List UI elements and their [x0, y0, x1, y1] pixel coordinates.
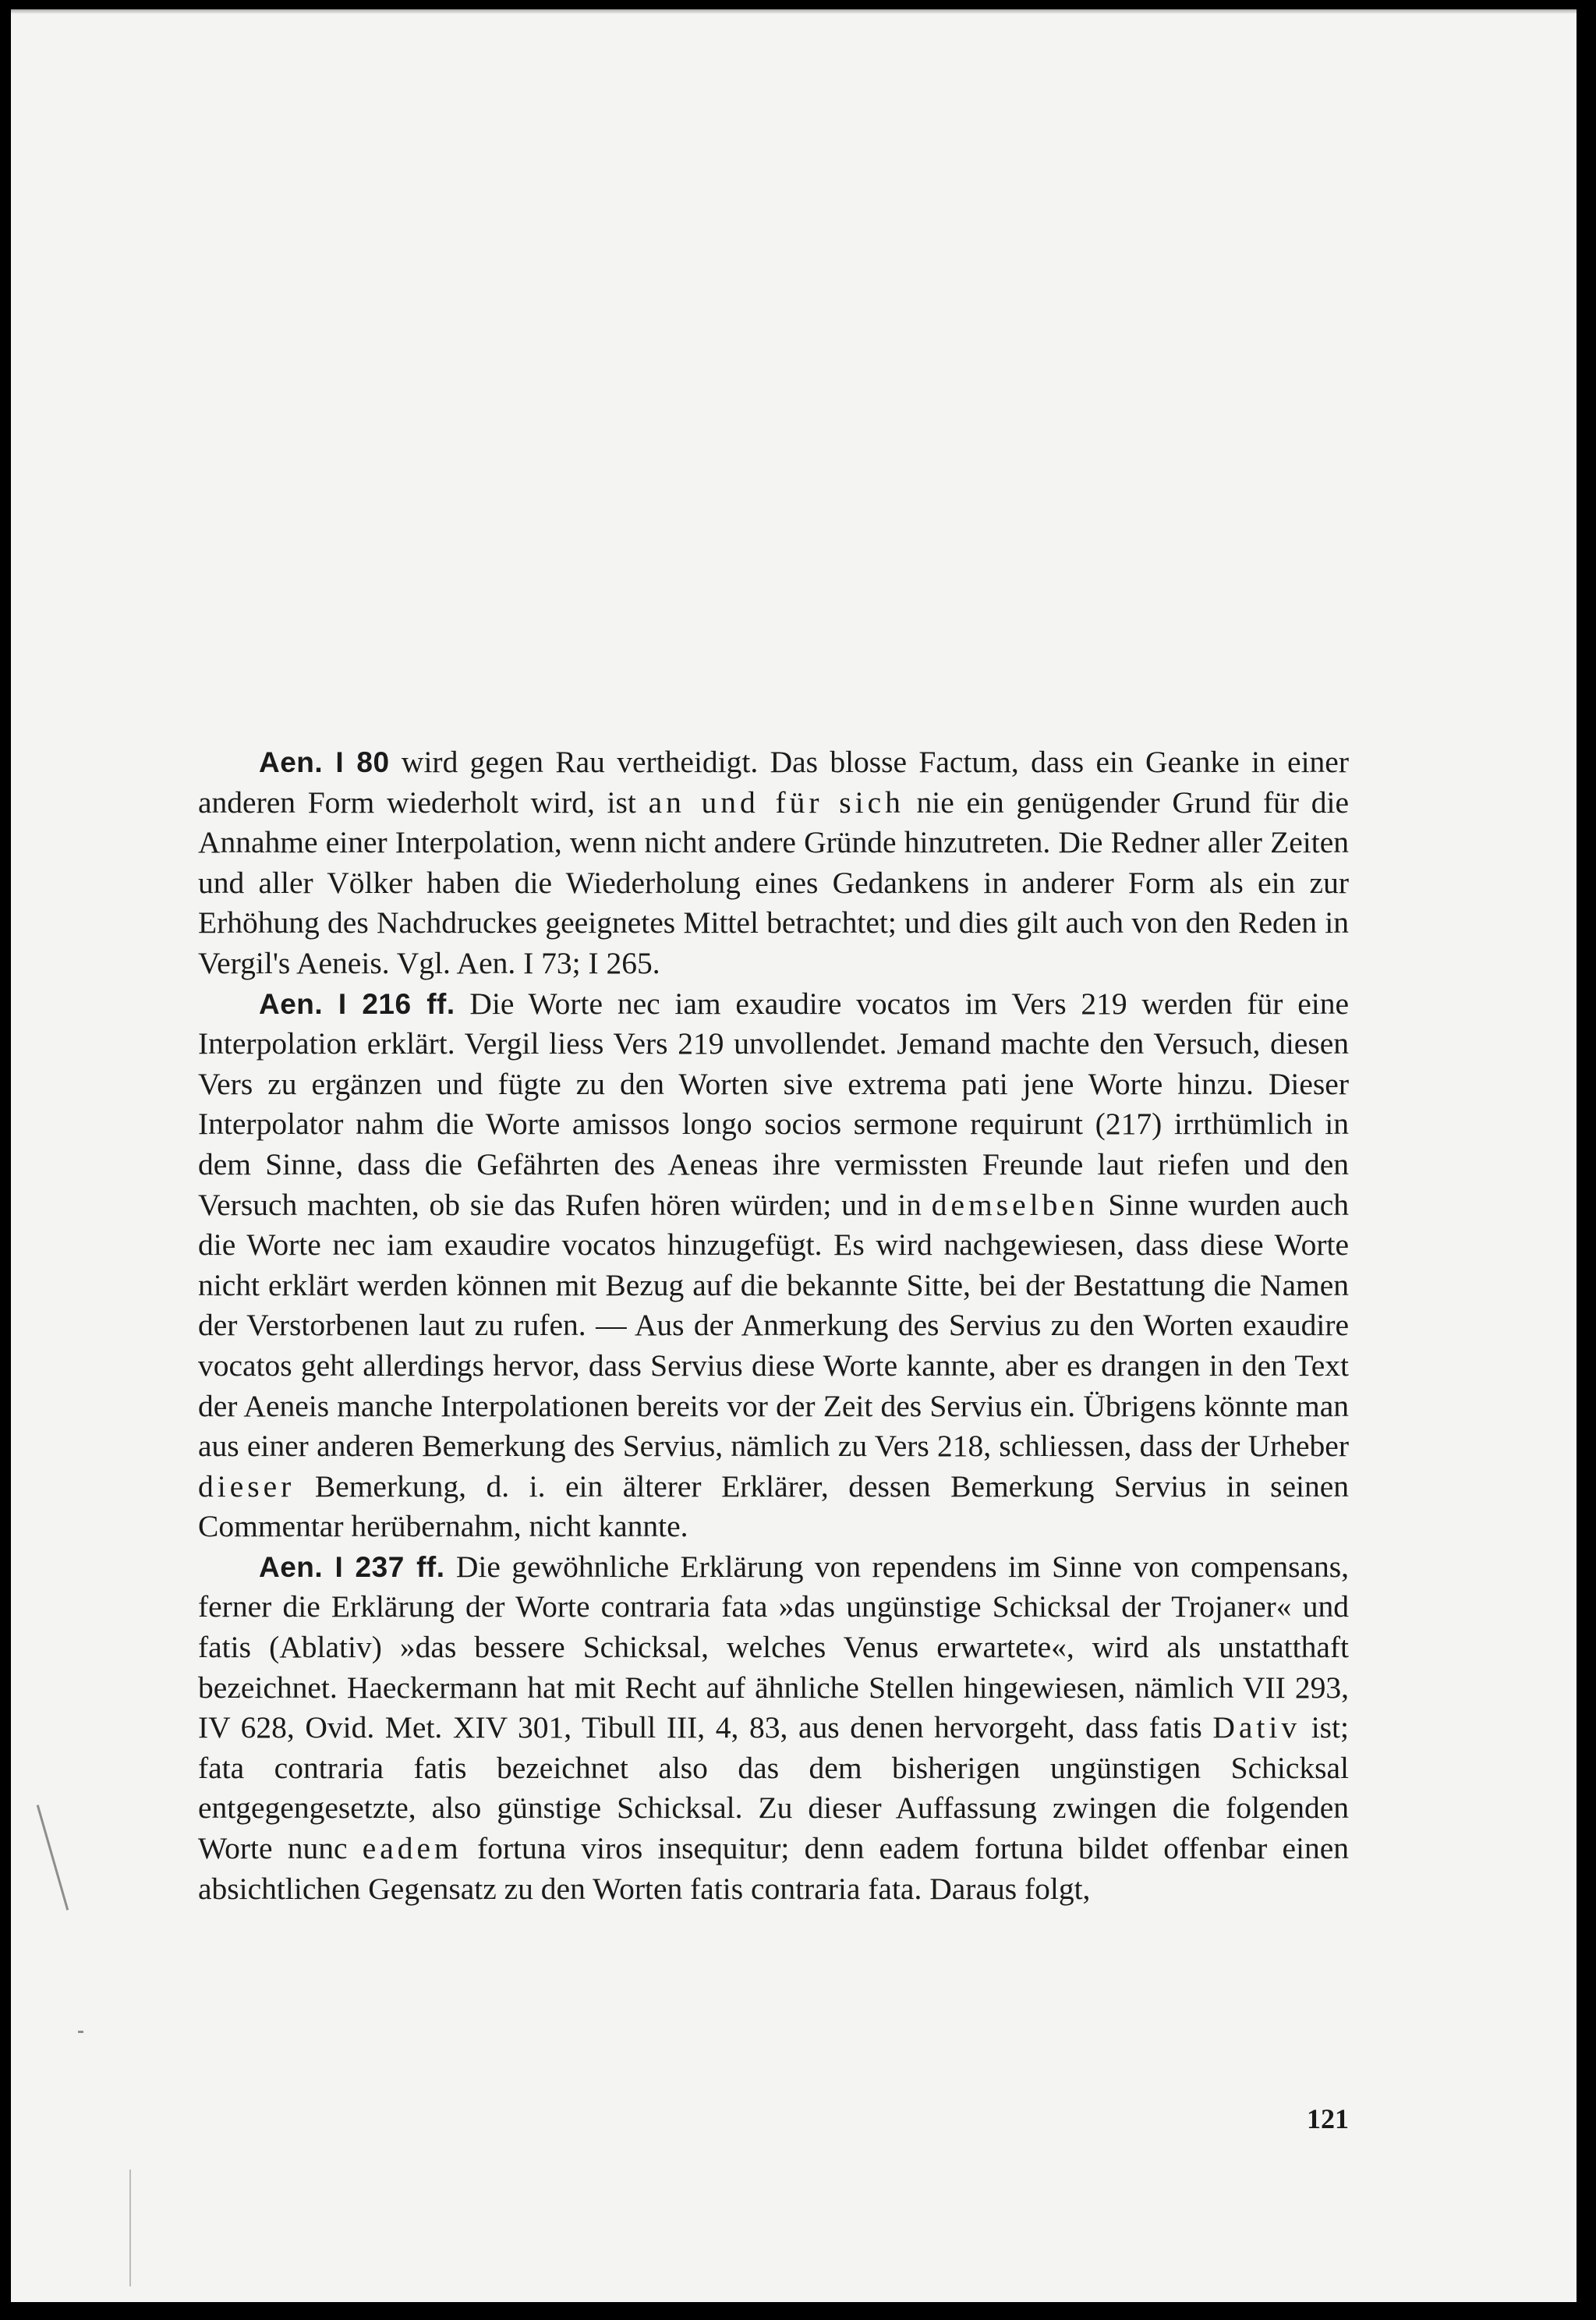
text-run: nie ein genügender Grund für die Annahme einer Interpolation, wenn nicht andere Gründe hinzutreten. Die Redner aller Zeiten und aller Völker haben die Wiederholung eines Gedankens in anderer Form als ein zur Erhöhung des Nachdruckes geeignetes Mittel betrachtet; und dies gilt auch von den Reden in Vergil's Aeneis. Vgl. Aen. I 73; I 265. — [198, 785, 1349, 980]
scan-mark-left-dot — [78, 2031, 83, 2033]
scan-mark-bottom-stroke — [129, 2169, 131, 2286]
text-run: ist; fata contraria fatis bezeichnet also das dem bisherigen ungünstigen Schicksal entgegengesetzte, also günstige Schicksal. Zu dieser Auffassung zwingen die folgenden Worte nunc — [198, 1710, 1349, 1866]
text-run: Bemerkung, d. i. ein älterer Erklärer, dessen Bemerkung Servius in seinen Commentar herübernahm, nicht kannte. — [198, 1468, 1349, 1544]
paragraph-aen-1-237 — [198, 1547, 1349, 1909]
text-run: fortuna viros insequitur; denn eadem fortuna bildet offenbar einen absichtlichen Gegensatz zu den Worten fatis contraria fata. Daraus folgt, — [198, 1831, 1349, 1906]
spaced-emphasis: eadem — [362, 1831, 462, 1866]
body-text — [198, 742, 1349, 1909]
text-run: Die gewöhnliche Erklärung von rependens im Sinne von compensans, ferner die Erklärung der Worte contraria fata »das ungünstige Schicksal der Trojaner« und fatis (Ablativ) »das bessere Schicksal, welches Venus erwartete«, wird als unstatthaft bezeichnet. Haeckermann hat mit Recht auf ähnliche Stellen hingewiesen, nämlich VII 293, IV 628, Ovid. Met. XIV 301, Tibull III, 4, 83, aus denen hervorgeht, dass fatis — [198, 1549, 1350, 1745]
document-page — [11, 9, 1577, 2302]
scan-mark-left-stroke — [37, 1805, 69, 1910]
paragraph-aen-1-216 — [198, 984, 1349, 1547]
text-run: Die Worte nec iam exaudire vocatos im Vers 219 werden für eine Interpolation erklärt. Vergil liess Vers 219 unvollendet. Jemand machte den Versuch, diesen Vers zu ergänzen und fügte zu den Worten sive extrema pati jene Worte hinzu. Dieser Interpolator nahm die Worte amissos longo socios sermone requirunt (217) irrthümlich in dem Sinne, dass die Gefährten des Aeneas ihre vermissten Freunde laut riefen und den Versuch machten, ob sie das Rufen hören würden; und in — [198, 986, 1349, 1222]
page-number: 121 — [1307, 2103, 1349, 2134]
text-run: wird gegen Rau vertheidigt. Das blosse Factum, dass ein Geanke in einer anderen Form wiederholt wird, ist — [198, 745, 1349, 820]
paragraph-heading: Aen. I 216 ff. — [259, 987, 455, 1020]
text-run: Sinne wurden auch die Worte nec iam exaudire vocatos hinzugefügt. Es wird nachgewiesen, dass diese Worte nicht erklärt werden können mit Bezug auf die bekannte Sitte, bei der Bestattung die Namen der Verstorbenen laut zu rufen. — Aus der Anmerkung des Servius zu den Worten exaudire vocatos geht allerdings hervor, dass Servius diese Worte kannte, aber es drangen in den Text der Aeneis manche Interpolationen bereits vor der Zeit des Servius ein. Übrigens könnte man aus einer anderen Bemerkung des Servius, nämlich zu Vers 218, schliessen, dass der Urheber — [198, 1187, 1349, 1464]
paragraph-aen-1-80 — [198, 742, 1349, 984]
paragraph-heading: Aen. I 80 — [259, 746, 390, 778]
spaced-emphasis: dieser — [198, 1468, 295, 1504]
spaced-emphasis: Dativ — [1212, 1710, 1301, 1745]
spaced-emphasis: demselben — [931, 1187, 1099, 1222]
paragraph-heading: Aen. I 237 ff. — [259, 1550, 445, 1583]
scan-top-edge — [11, 9, 1577, 14]
spaced-emphasis: an und für sich — [648, 785, 904, 820]
